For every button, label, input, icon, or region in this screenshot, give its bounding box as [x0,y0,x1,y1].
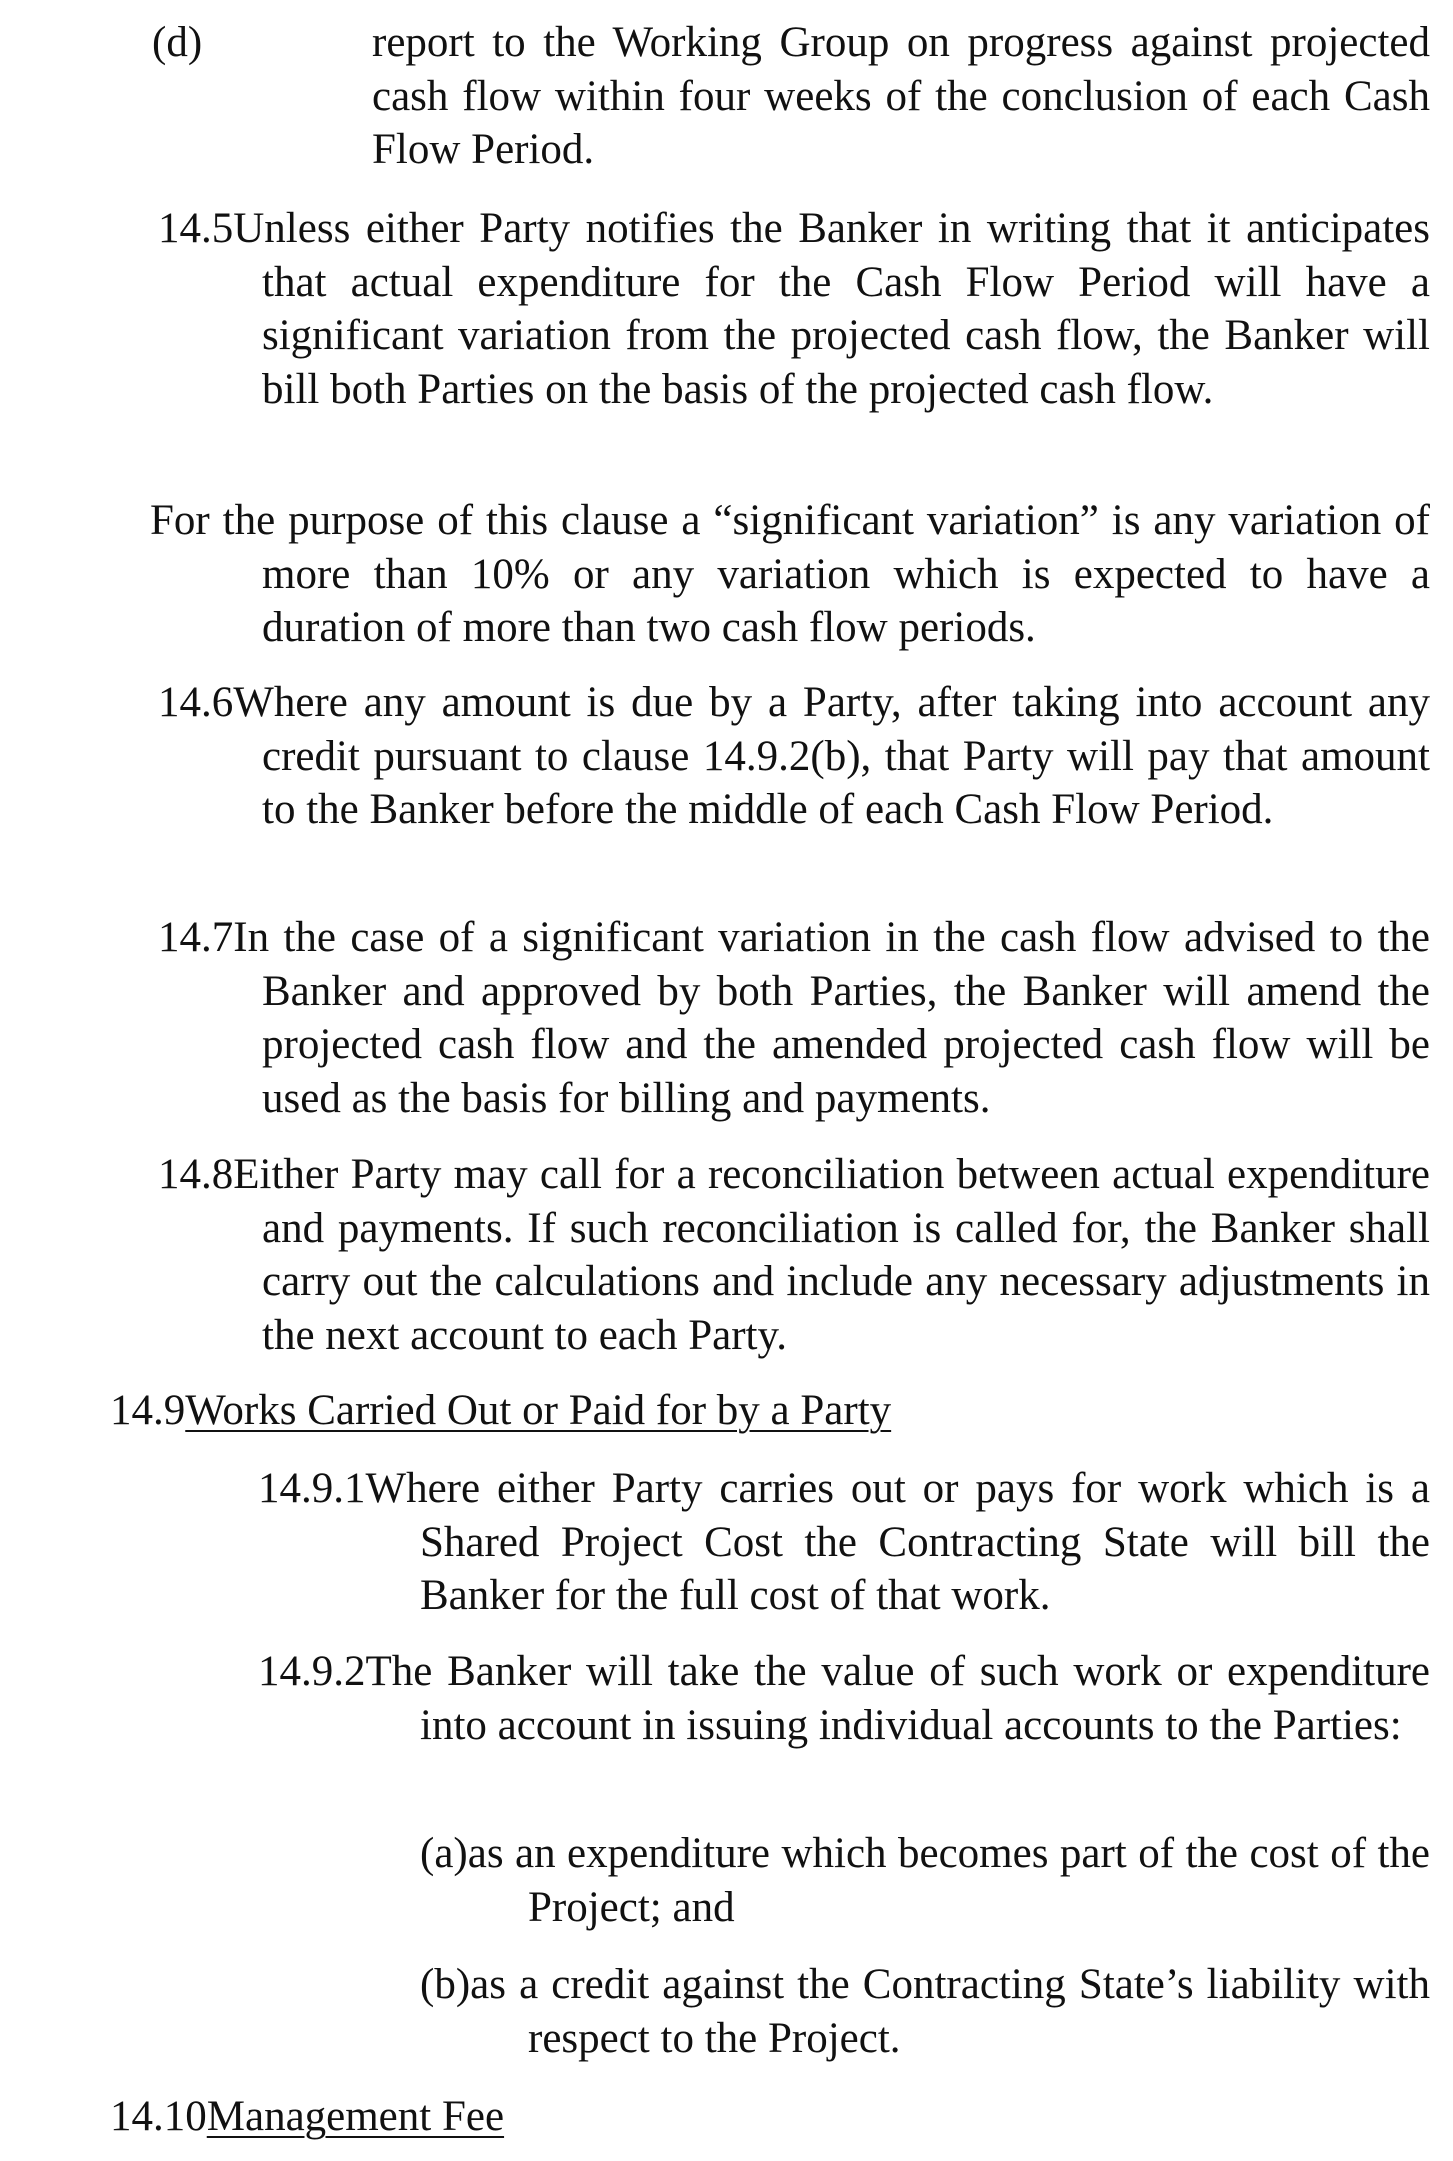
clause-d-text: report to the Working Group on progress against projected cash flow within four weeks of the conclusion of each Cash Flow Period. [372,19,1430,173]
clause-14-9-1-number: 14.9.1 [258,1465,366,1512]
clause-14-7-number: 14.7 [158,914,234,961]
clause-14-10-heading [110,2090,1430,2144]
clause-14-5-text: Unless either Party notifies the Banker in writing that it anticipates that actual expenditure for the Cash Flow Period will have a significant variation from the projected cash flow, the Banker will bill both Parties on the basis of the projected cash flow. [233,205,1430,413]
clause-14-9-1 [258,1462,1430,1623]
clause-14-9-number: 14.9 [110,1387,186,1434]
clause-14-10-number: 14.10 [110,2093,207,2140]
clause-14-9-2 [258,1645,1430,1752]
clause-14-9-2-text: The Banker will take the value of such work or expenditure into account in issuing individual accounts to the Parties: [365,1648,1430,1749]
clause-14-9-2-b-label: (b) [420,1961,471,2008]
clause-14-9-2-a [420,1827,1430,1934]
clause-14-5-number: 14.5 [158,205,234,252]
clause-14-6-number: 14.6 [158,679,234,726]
clause-14-7-text: In the case of a significant variation in the cash flow advised to the Banker and approved by both Parties, the Banker will amend the projected cash flow and the amended projected cash flow will be used as the basis for billing and payments. [233,914,1430,1122]
clause-14-9-heading [110,1384,1430,1438]
clause-14-9-1-text: Where either Party carries out or pays for work which is a Shared Project Cost the Contracting State will bill the Banker for the full cost of that work. [365,1465,1430,1619]
clause-14-6-text: Where any amount is due by a Party, after taking into account any credit pursuant to clause 14.9.2(b), that Party will pay that amount to the Banker before the middle of each Cash Flow Period. [233,679,1430,833]
clause-14-9-2-b-text: as a credit against the Contracting State’s liability with respect to the Project. [470,1961,1430,2062]
clause-14-8-number: 14.8 [158,1151,234,1198]
clause-14-7 [158,911,1430,1125]
clause-14-8 [158,1148,1430,1362]
clause-d [152,16,1430,177]
clause-14-9-2-a-text: as an expenditure which becomes part of the cost of the Project; and [467,1830,1430,1931]
clause-14-10-title: Management Fee [206,2093,505,2140]
clause-14-5 [158,202,1430,416]
clause-14-6 [158,676,1430,837]
clause-14-5-note-text: For the purpose of this clause a “significant variation” is any variation of more than 10% or any variation which is expected to have a duration of more than two cash flow periods. [150,497,1430,651]
clause-14-8-text: Either Party may call for a reconciliation between actual expenditure and payments. If such reconciliation is called for, the Banker shall carry out the calculations and include any necessary adjustments in the next account to each Party. [233,1151,1430,1359]
clause-14-9-2-a-label: (a) [420,1830,468,1877]
clause-d-label: (d) [152,19,203,66]
clause-14-5-note [150,494,1430,655]
clause-14-9-2-number: 14.9.2 [258,1648,366,1695]
clause-14-9-2-b [420,1958,1430,2065]
clause-14-9-title: Works Carried Out or Paid for by a Party [185,1387,892,1434]
